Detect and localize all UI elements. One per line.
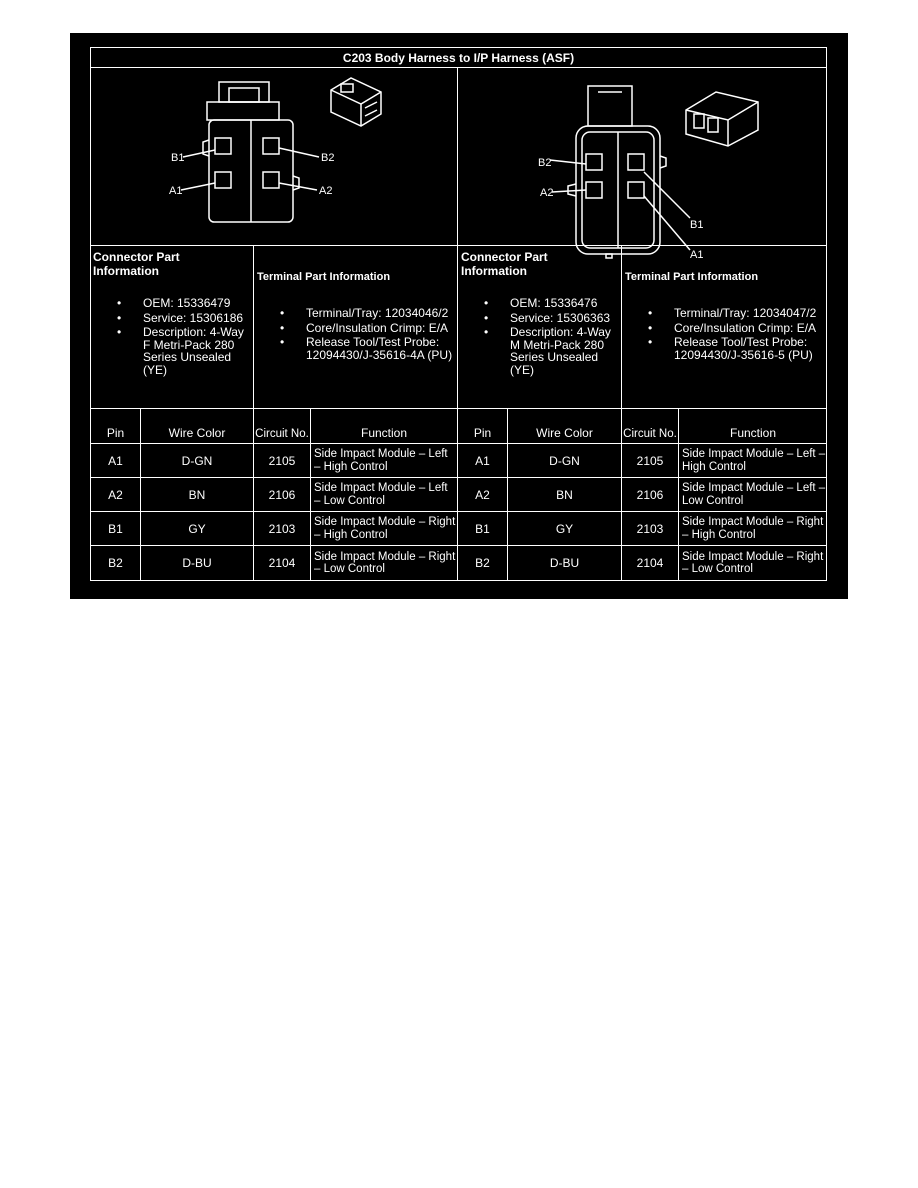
table-cell: D-GN [181, 453, 213, 468]
pin-label-a2: A2 [540, 187, 554, 199]
header-circuit-no: Circuit No. [623, 427, 677, 440]
table-cell: B2 [108, 556, 123, 570]
table-cell: Side Impact Module – Right – Low Control [314, 550, 456, 575]
table-cell: A2 [475, 487, 490, 502]
table-cell: 2105 [636, 453, 664, 468]
right-terminal-part-header: Terminal Part Information [625, 271, 759, 283]
table-cell: 2106 [268, 487, 296, 502]
list-item: • Release Tool/Test Probe: 12094430/J-35616-5 (PU) [648, 336, 826, 361]
table-cell: 2106 [636, 487, 664, 502]
cavity-a2 [263, 172, 279, 188]
pin-label-b1: B1 [171, 152, 185, 164]
left-connector-part-header: Connector Part Information [93, 250, 180, 278]
right-connector-part-list [484, 297, 620, 378]
cavity-a1 [628, 182, 644, 198]
table-cell: 2104 [636, 556, 664, 570]
table-cell: A1 [108, 453, 123, 468]
left-connector-part-list [117, 297, 251, 378]
cavity-b2 [263, 138, 279, 154]
table-cell: Side Impact Module – Right – Low Control [682, 550, 824, 575]
list-item: • Terminal/Tray: 12034046/2 [280, 307, 458, 320]
cavity-a1 [215, 172, 231, 188]
table-cell: D-BU [549, 556, 580, 570]
header-pin: Pin [473, 426, 492, 440]
connector-sheet [70, 33, 848, 599]
info-divider-left [253, 245, 254, 409]
table-cell: 2104 [268, 556, 296, 570]
header-wire-color: Wire Color [168, 426, 226, 440]
left-terminal-part-header: Terminal Part Information [257, 271, 391, 283]
left-terminal-part-list [280, 307, 458, 363]
list-item: • Terminal/Tray: 12034047/2 [648, 307, 826, 320]
right-connector-part-header: Connector Part Information [461, 250, 548, 278]
pin-label-a2: A2 [319, 185, 333, 197]
table-cell: B1 [108, 521, 123, 536]
table-cell: Side Impact Module – Left – High Control [682, 448, 826, 473]
table-cell: D-GN [549, 453, 580, 468]
table-cell: 2103 [268, 521, 296, 536]
pin-label-a1: A1 [690, 249, 704, 261]
table-cell: A1 [475, 453, 490, 468]
list-item: • Core/Insulation Crimp: E/A [648, 322, 826, 335]
page-title: C203 Body Harness to I/P Harness (ASF) [342, 51, 575, 65]
table-cell: Side Impact Module – Left – Low Control [314, 482, 448, 507]
table-cell: D-BU [182, 556, 212, 570]
table-cell: GY [555, 521, 574, 536]
image-row-divider [90, 245, 827, 246]
pin-label-b2: B2 [538, 157, 552, 169]
table-cell: 2105 [268, 453, 296, 468]
list-item: • Release Tool/Test Probe: 12094430/J-35616-4A (PU) [280, 336, 458, 361]
list-item: • OEM: 15336476 [484, 297, 620, 310]
info-divider-right [621, 245, 622, 409]
pin-label-a1: A1 [169, 185, 183, 197]
header-circuit-no: Circuit No. [255, 427, 309, 440]
pin-label-b1: B1 [690, 219, 704, 231]
table-cell: A2 [108, 487, 123, 502]
cavity-a2 [586, 182, 602, 198]
list-item: • Core/Insulation Crimp: E/A [280, 322, 458, 335]
table-cell: BN [188, 487, 206, 502]
cavity-b1 [628, 154, 644, 170]
header-wire-color: Wire Color [536, 426, 593, 440]
header-pin: Pin [106, 426, 125, 440]
table-cell: B1 [475, 521, 490, 536]
table-cell: Side Impact Module – Right – High Control [682, 516, 824, 541]
list-item: • Description: 4-Way M Metri-Pack 280 Series Unsealed (YE) [484, 326, 620, 376]
header-function: Function [360, 426, 408, 440]
table-cell: Side Impact Module – Right – High Control [314, 516, 456, 541]
table-cell: Side Impact Module – Left – Low Control [682, 482, 826, 507]
list-item: • Service: 15306363 [484, 312, 620, 325]
right-connector-diagram [458, 68, 827, 261]
table-cell: 2103 [636, 521, 664, 536]
list-item: • Service: 15306186 [117, 312, 251, 325]
table-cell: BN [556, 487, 573, 502]
header-function: Function [729, 426, 777, 440]
table-cell: B2 [475, 556, 490, 570]
pin-label-b2: B2 [321, 152, 335, 164]
list-item: • OEM: 15336479 [117, 297, 251, 310]
right-terminal-part-list [648, 307, 826, 363]
cavity-b1 [215, 138, 231, 154]
cavity-b2 [586, 154, 602, 170]
table-cell: Side Impact Module – Left – High Control [314, 448, 448, 473]
table-cell: GY [188, 521, 206, 536]
left-connector-diagram [91, 68, 457, 245]
list-item: • Description: 4-Way F Metri-Pack 280 Series Unsealed (YE) [117, 326, 251, 376]
